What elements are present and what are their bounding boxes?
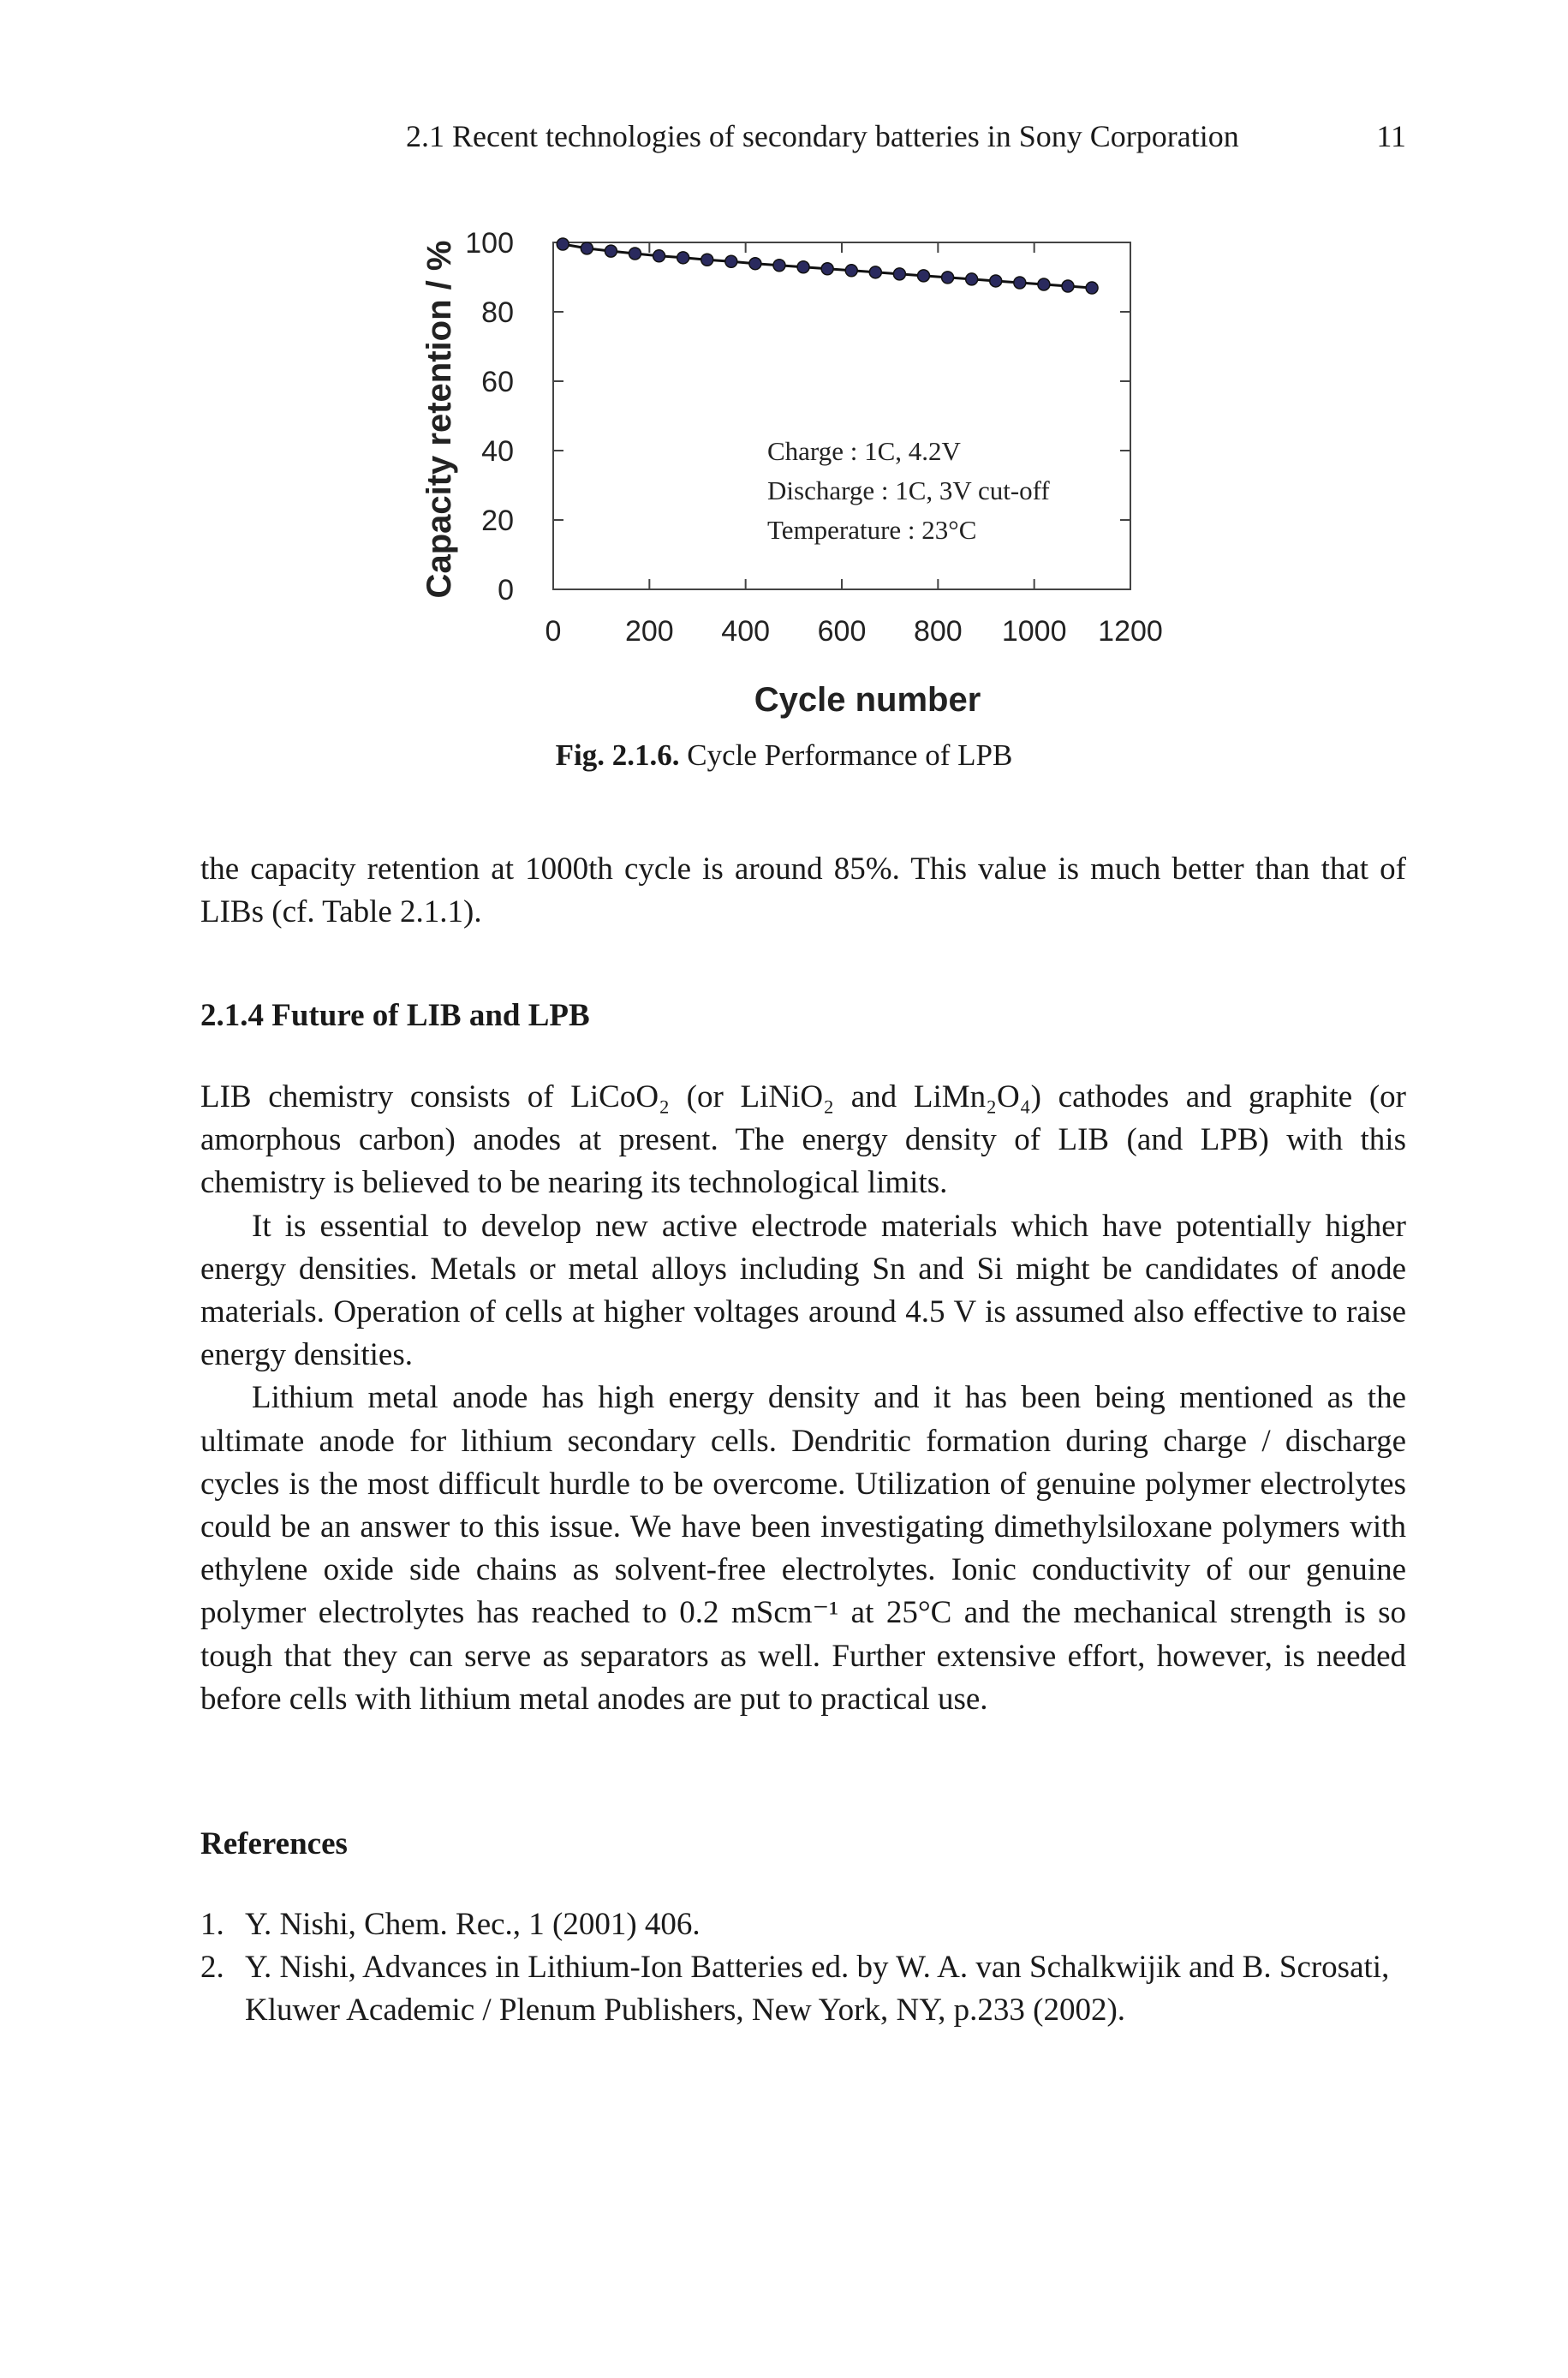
- paragraph-electrode-materials: It is essential to develop new active electrode materials which have potentially higher energy densities. Metals or metal alloys including Sn and Si might be candidates of anode materials. Operation of cells at higher voltages around 4.5 V is assumed also effective to raise energy densities.: [200, 1208, 1406, 1373]
- data-point: [797, 261, 809, 273]
- data-point: [605, 245, 617, 257]
- data-point: [869, 266, 881, 278]
- figure-caption-text: Cycle Performance of LPB: [679, 738, 1013, 772]
- cycle-performance-chart: [411, 210, 1199, 724]
- paragraph-continuation: [200, 848, 1406, 934]
- references-list: [200, 1903, 1406, 2033]
- x-tick-label: 400: [721, 615, 771, 648]
- reference-item: [200, 1903, 1406, 1946]
- chart-annotation: Discharge : 1C, 3V cut-off: [767, 475, 1050, 505]
- figure-caption-label: Fig. 2.1.6.: [555, 738, 680, 772]
- y-tick-label: 40: [481, 435, 514, 468]
- x-tick-label: 600: [817, 615, 867, 648]
- y-tick-label: 100: [465, 227, 514, 260]
- data-point: [1038, 278, 1050, 290]
- data-point: [629, 248, 641, 260]
- data-point: [990, 275, 1002, 287]
- figure-cycle-performance: [411, 210, 1199, 724]
- references-heading: References: [200, 1826, 348, 1861]
- data-point: [725, 255, 737, 267]
- data-point: [653, 250, 665, 262]
- section-heading-future: 2.1.4 Future of LIB and LPB: [200, 998, 590, 1033]
- data-point: [749, 258, 761, 270]
- data-point: [773, 260, 785, 272]
- chart-annotation: Temperature : 23°C: [767, 515, 977, 545]
- data-point: [942, 272, 954, 284]
- chart-annotation: Charge : 1C, 4.2V: [767, 436, 961, 466]
- data-point: [893, 268, 905, 280]
- data-point: [845, 265, 857, 277]
- reference-number: 1.: [200, 1907, 224, 1942]
- running-header-title: 2.1 Recent technologies of secondary batteries in Sony Corporation: [406, 119, 1239, 153]
- y-tick-label: 20: [481, 505, 514, 537]
- paragraph-capacity-retention: the capacity retention at 1000th cycle is around 85%. This value is much better than that of LIBs (cf. Table 2.1.1).: [200, 851, 1406, 930]
- y-axis-label: Capacity retention / %: [420, 240, 458, 599]
- page-number: 11: [1376, 119, 1406, 153]
- data-point: [1014, 277, 1026, 289]
- data-point: [1086, 282, 1098, 294]
- x-tick-label: 0: [545, 615, 562, 648]
- y-tick-label: 80: [481, 296, 514, 329]
- x-tick-label: 800: [913, 615, 963, 648]
- figure-caption: [0, 738, 1568, 773]
- reference-text: Y. Nishi, Chem. Rec., 1 (2001) 406.: [245, 1907, 701, 1942]
- y-tick-label: 0: [498, 574, 514, 606]
- section-body-future: [200, 1076, 1406, 1721]
- x-tick-label: 200: [624, 615, 674, 648]
- paragraph-lib-chemistry: LIB chemistry consists of LiCoO₂ (or LiNiO₂ and LiMn₂O₄) cathodes and graphite (or amorphous carbon) anodes at present. The energy density of LIB (and LPB) with this chemistry is believed to be nearing its technological limits.: [200, 1079, 1406, 1201]
- data-point: [701, 254, 713, 266]
- reference-text: Y. Nishi, Advances in Lithium-Ion Batteries ed. by W. A. van Schalkwijik and B. Scrosati, Kluwer Academic / Plenum Publishers, New York, NY, p.233 (2002).: [245, 1950, 1390, 2028]
- data-point: [557, 238, 569, 250]
- y-tick-label: 60: [481, 366, 514, 398]
- data-point: [677, 252, 689, 264]
- x-axis-label: Cycle number: [754, 681, 981, 719]
- x-tick-label: 1000: [1001, 615, 1067, 648]
- reference-item: [200, 1946, 1406, 2032]
- data-point: [821, 263, 833, 275]
- data-point: [1062, 280, 1074, 292]
- data-point: [966, 273, 978, 285]
- data-point: [917, 270, 929, 282]
- paragraph-lithium-metal: Lithium metal anode has high energy density and it has been being mentioned as the ultimate anode for lithium secondary cells. Dendritic formation during charge / discharge cycles is the most difficult hurdle to be overcome. Utilization of genuine polymer electrolytes could be an answer to this issue. We have been investigating dimethylsiloxane polymers with ethylene oxide side chains as solvent-free electrolytes. Ionic conductivity of our genuine polymer electrolytes has reached to 0.2 mScm⁻¹ at 25°C and the mechanical strength is so tough that they can serve as separators as well. Further extensive effort, however, is needed before cells with lithium metal anodes are put to practical use.: [200, 1380, 1406, 1717]
- reference-number: 2.: [200, 1950, 224, 1986]
- data-point: [581, 242, 593, 254]
- x-tick-label: 1200: [1098, 615, 1163, 648]
